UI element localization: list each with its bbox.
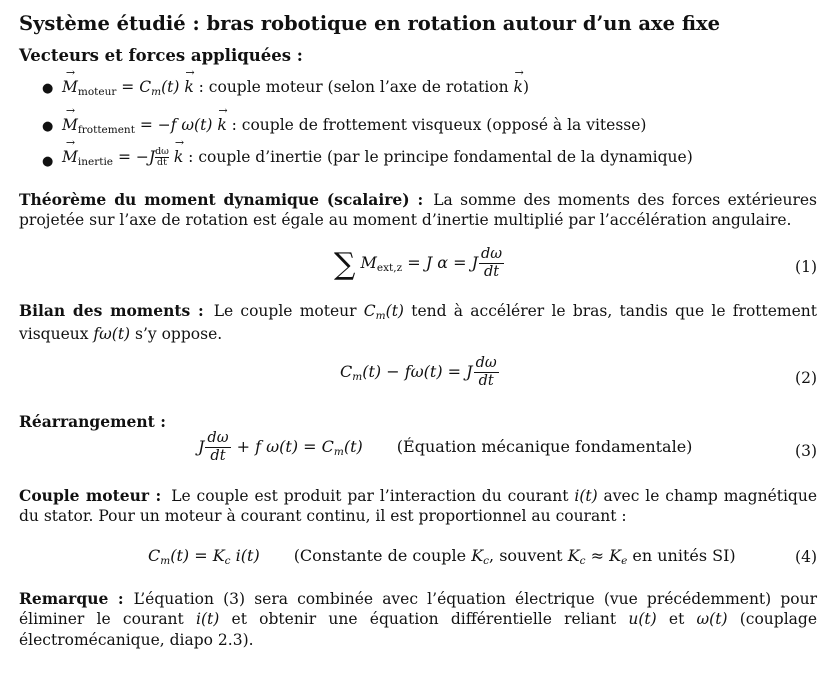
paragraph-couple-moteur (19, 486, 817, 527)
math-symbol: (t) (161, 78, 180, 96)
paragraph-theorem (19, 190, 817, 231)
math-symbol: ω(t) (696, 610, 728, 629)
math-symbol: fω(t) (93, 324, 131, 343)
subscript: c (224, 555, 231, 567)
equation-number: (1) (795, 258, 817, 276)
paragraph-text: et (656, 610, 697, 629)
equation-body (340, 355, 500, 390)
bullet-description: : couple moteur (selon l’axe de rotation (193, 78, 514, 96)
fraction-numerator: dω (207, 430, 229, 446)
fraction (205, 430, 230, 465)
bullet-item-moteur (62, 77, 529, 100)
subscript: m (151, 86, 162, 98)
math-text: = J α = J (402, 253, 479, 273)
math-symbol: C (340, 362, 353, 382)
math-symbol: K (471, 546, 484, 565)
paragraph-remarque (19, 589, 817, 650)
fraction-denominator: dt (484, 263, 500, 280)
paragraph-text: avec le champ magnétique du stator. Pour un moteur à courant continu, il est proportionnel au courant : (19, 487, 818, 526)
comment-text: , souvent (489, 546, 568, 565)
vector-symbol: → k (184, 77, 193, 97)
vector-symbol: → M (62, 147, 78, 167)
bullet-item-inertie (62, 147, 693, 170)
fraction-denominator: dt (478, 372, 494, 389)
math-symbol: K (609, 546, 622, 565)
comment-text: en unités SI) (627, 546, 736, 565)
math-symbol: C (148, 546, 161, 565)
section-heading-forces: Vecteurs et forces appliquées : (19, 46, 303, 65)
fraction-numerator: dω (155, 146, 169, 158)
paragraph-text: Le couple est produit par l’interaction du courant (171, 487, 575, 505)
bullet-description: : couple d’inertie (par le principe fondamental de la dynamique) (183, 148, 693, 166)
subscript: c (579, 555, 586, 567)
equation-number: (2) (795, 369, 817, 387)
fraction-denominator: dt (210, 447, 226, 464)
paragraph-text: Le couple moteur (213, 302, 364, 320)
paragraph-text: et obtenir une équation différentielle reliant (219, 610, 629, 629)
equation-body (334, 246, 505, 281)
math-symbol: (t) (385, 302, 404, 320)
equation-body (148, 545, 736, 569)
math-text: (t) (343, 437, 363, 457)
math-symbol: i(t) (574, 487, 598, 505)
vector-symbol: → k (217, 115, 226, 135)
math-text: + f ω(t) = C (231, 437, 334, 457)
subscript: inertie (77, 156, 114, 168)
paragraph-heading: Théorème du moment dynamique (scalaire) : (19, 190, 424, 209)
paragraph-text: L’équation (3) sera combinée avec l’équation électrique (vue précédemment) pour éliminer le courant (19, 590, 817, 629)
vector-symbol: → k (514, 77, 523, 97)
math-text: = (116, 78, 140, 96)
equation-comment (294, 546, 736, 565)
paragraph-text: tend à accélérer le bras, tandis que le frottement visqueux (19, 302, 817, 343)
bullet-item-frottement (62, 115, 646, 138)
math-text: (t) − fω(t) = J (362, 362, 473, 382)
subscript: m (375, 310, 386, 322)
bullet-marker: ● (42, 81, 54, 96)
paragraph-heading: Remarque : (19, 589, 124, 608)
math-symbol: C (363, 302, 376, 320)
math-symbol: M (360, 253, 377, 273)
fraction (479, 246, 504, 281)
math-text: = −J (113, 148, 156, 166)
paragraph-text: La somme des moments des forces extérieures projetée sur l’axe de rotation est égale au moment d’inertie multiplié par l’accélération angulaire. (19, 191, 818, 230)
equation-number: (4) (795, 548, 817, 566)
subscript: m (333, 446, 344, 459)
equation-body (198, 430, 692, 465)
vector-symbol: → M (62, 77, 78, 97)
bullet-marker: ● (42, 119, 54, 134)
equation-number: (3) (795, 442, 817, 460)
math-symbol: C (139, 78, 152, 96)
fraction-numerator: dω (481, 246, 503, 262)
subscript: e (621, 555, 628, 567)
math-symbol: J (198, 437, 205, 457)
math-text: (t) = K (170, 546, 225, 565)
subscript: ext,z (376, 262, 403, 275)
subscript: m (160, 555, 171, 567)
bullet-marker: ● (42, 154, 54, 169)
paragraph-heading: Couple moteur : (19, 486, 162, 505)
subscript: m (352, 371, 363, 384)
subscript: frottement (77, 124, 135, 136)
math-symbol: K (567, 546, 580, 565)
sum-symbol: ∑ (334, 247, 356, 283)
bullet-description: : couple de frottement visqueux (opposé à la vitesse) (226, 116, 647, 134)
comment-text: (Constante de couple (293, 546, 472, 565)
equation-comment: (Équation mécanique fondamentale) (396, 437, 693, 457)
vector-symbol: → M (62, 115, 78, 135)
subscript: c (483, 555, 490, 567)
fraction (155, 147, 169, 168)
fraction-denominator: dt (157, 157, 167, 169)
math-symbol: i(t) (196, 610, 220, 629)
vector-symbol: → k (174, 147, 183, 167)
math-text: = −f ω(t) (134, 116, 218, 134)
paragraph-heading: Réarrangement : (19, 412, 166, 431)
comment-text: ≈ (585, 546, 610, 565)
paragraph-text: (couplage électromécanique, diapo 2.3). (19, 610, 817, 649)
math-text: ) (522, 78, 530, 96)
paragraph-bilan (19, 301, 817, 344)
fraction-numerator: dω (475, 355, 497, 371)
fraction (474, 355, 499, 390)
subscript: moteur (77, 86, 117, 98)
math-symbol: u(t) (628, 610, 657, 629)
paragraph-text: s’y oppose. (130, 324, 223, 343)
math-text: i(t) (230, 546, 260, 565)
paragraph-heading: Bilan des moments : (19, 301, 204, 320)
page-title: Système étudié : bras robotique en rotation autour d’un axe fixe (19, 12, 721, 35)
